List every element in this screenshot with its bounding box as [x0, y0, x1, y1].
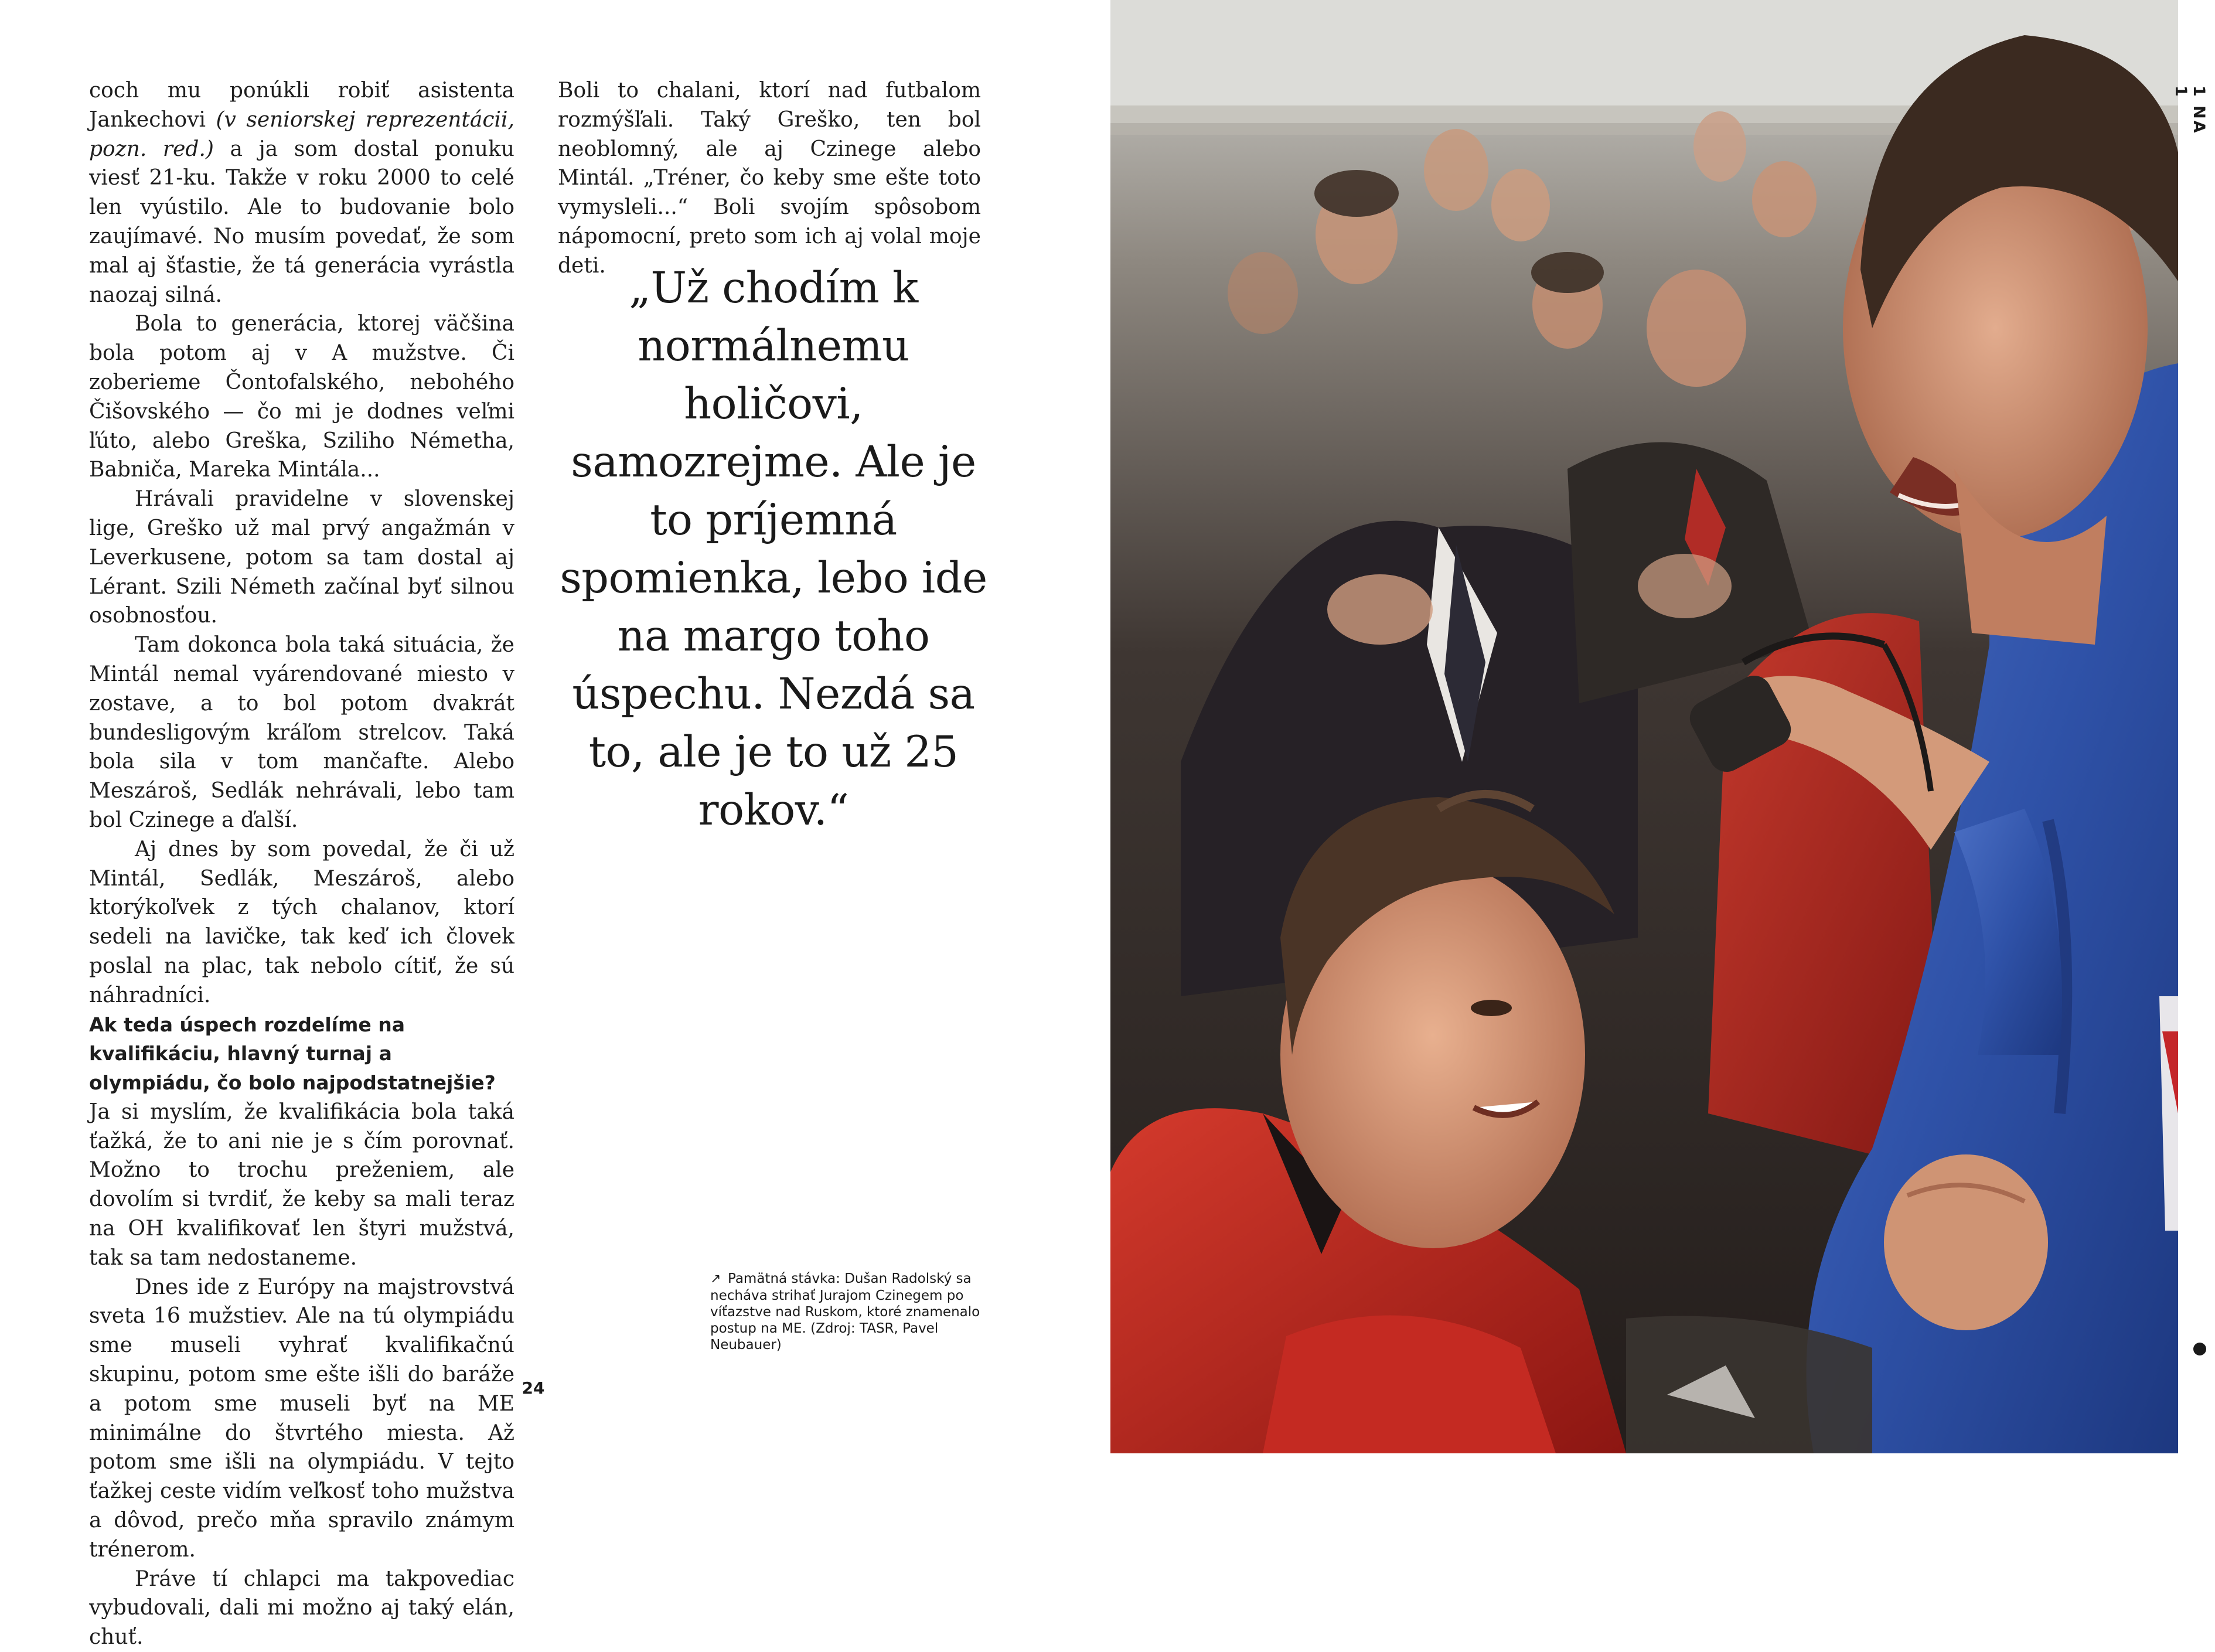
paragraph-3: Hrávali pravidelne v slovenskej lige, Greško už mal prvý angažmán v Leverkusene, potom sa tam dostal aj Lérant. Szili Németh začínal byť silnou osobnosťou. [89, 487, 514, 628]
paragraph-6: Ja si myslím, že kvalifikácia bola taká ťažká, že to ani nie je s čím porovnať. Možno to trochu preženiem, ale dovolím si tvrdiť, že keby sa mali teraz na OH kvalifikovať len štyri mužstvá, tak sa tam nedostaneme. [89, 1099, 514, 1270]
article-column-1 [89, 76, 514, 1652]
editor-note: (v seniorskej reprezentácii, pozn. red.) [89, 107, 514, 161]
paragraph-9: Boli to chalani, ktorí nad futbalom rozmýšľali. Taký Greško, ten bol neoblomný, ale aj Czinege alebo Mintál. „Tréner, čo keby sme ešte toto vymysleli...“ Boli svojím spôsobom nápomocní, preto som ich aj volal moje deti. [558, 79, 981, 278]
paragraph-5: Aj dnes by som povedal, že či už Mintál, Sedlák, Meszároš, alebo ktorýkoľvek z tých chalanov, ktorí sedeli na lavičke, tak keď ich človek poslal na plac, tak nebolo cítiť, že sú náhradníci. [89, 837, 514, 1007]
right-margin [2172, 0, 2215, 1453]
photo-caption [710, 1270, 983, 1353]
paragraph-8: Práve tí chlapci ma takpovediac vybudovali, dali mi možno aj taký elán, chuť. [89, 1566, 514, 1650]
page-marker-dot [2193, 1343, 2206, 1355]
paragraph-2: Bola to generácia, ktorej väčšina bola potom aj v A mužstve. Či zoberieme Čontofalského, nebohého Čišovského — čo mi je dodnes veľmi ľúto, alebo Greška, Sziliho Németha, Babniča, Mareka Mintála... [89, 312, 514, 482]
paragraph-4: Tam dokonca bola taká situácia, že Mintál nemal vyárendované miesto v zostave, a to bol potom dvakrát bundesligovým kráľom strelcov. Taká bola sila v tom mančafte. Alebo Meszároš, Sedlák nehrávali, lebo tam bol Czinege a ďalší. [89, 633, 514, 832]
photo-caption-text: Pamätná stávka: Dušan Radolský sa necháva strihať Jurajom Czinegem po víťazstve nad Ruskom, ktoré znamenalo postup na ME. (Zdroj: TASR, Pavel Neubauer) [710, 1271, 980, 1353]
paragraph-1-text-end: a ja som dostal ponuku viesť 21-ku. Takže v roku 2000 to celé len vyústilo. Ale to budovanie bolo zaujímavé. No musím povedať, že som mal aj šťastie, že tá generácia vyrástla naozaj silná. [89, 137, 514, 307]
article-column-2 [558, 76, 981, 281]
page-number: 24 [522, 1378, 545, 1398]
arrow-up-right-icon: ↗ [710, 1272, 721, 1286]
interview-question: Ak teda úspech rozdelíme na kvalifikáciu, hlavný turnaj a olympiádu, čo bolo najpodstatnejšie? [89, 1013, 496, 1095]
section-label: 1 NA 1 [2172, 86, 2208, 135]
article-photo [1110, 0, 2178, 1453]
pull-quote: „Už chodím k normálnemu holičovi, samozrejme. Ale je to príjemná spomienka, lebo ide na margo toho úspechu. Nezdá sa to, ale je to už 25 rokov.“ [560, 263, 987, 835]
paragraph-7: Dnes ide z Európy na majstrovstvá sveta 16 mužstiev. Ale na tú olympiádu sme museli vyhrať kvalifikačnú skupinu, potom sme ešte išli do baráže a potom sme museli byť na ME minimálne do štvrtého miesta. Až potom sme išli na olympiádu. V tejto ťažkej ceste vidím veľkosť toho mužstva a dôvod, prečo mňa spravilo známym trénerom. [89, 1275, 514, 1562]
paragraph-1-text: coch mu ponúkli robiť asistenta Jankechovi [89, 79, 514, 132]
paragraph-1 [89, 76, 514, 309]
